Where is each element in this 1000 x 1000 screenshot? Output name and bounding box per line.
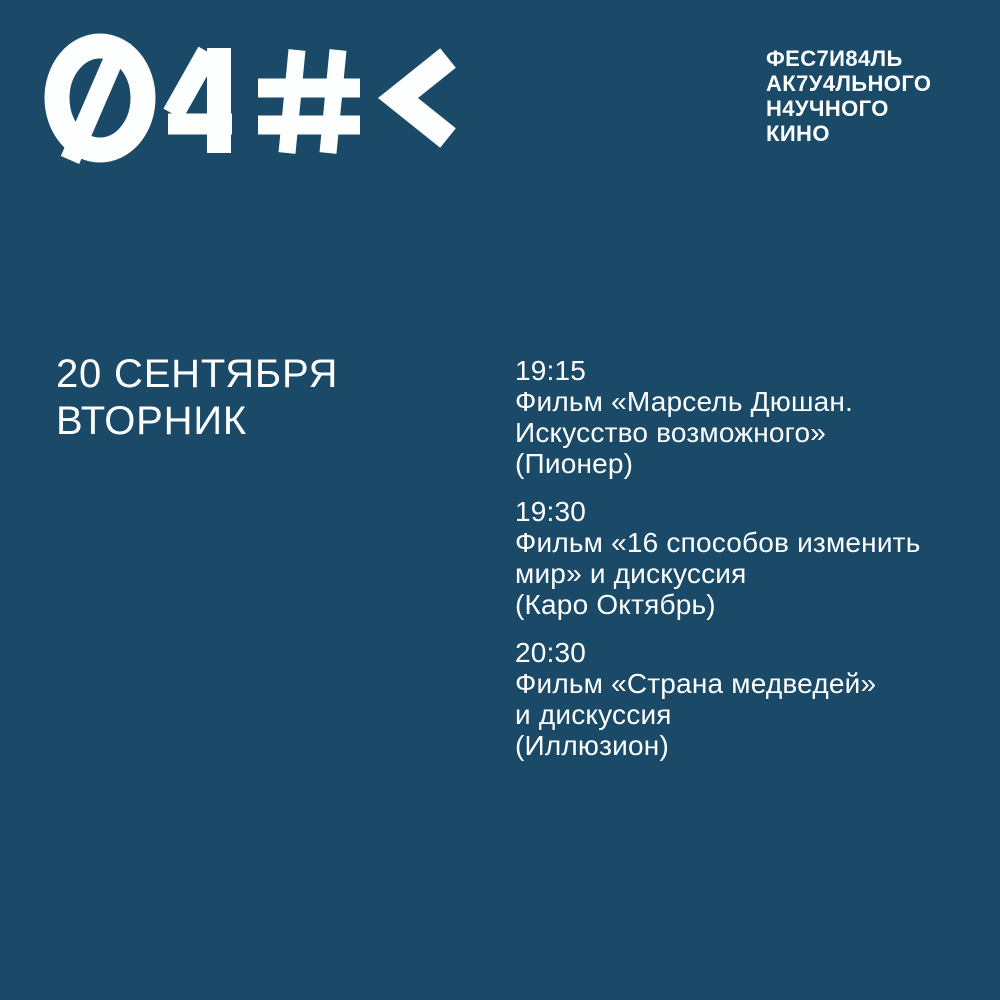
- event-venue: (Каро Октябрь): [515, 589, 716, 620]
- chevron-glyph: [398, 58, 448, 138]
- event-time: 19:30: [515, 496, 587, 527]
- schedule-event: [515, 355, 920, 479]
- event-title-line: Фильм «Марсель Дюшан.: [515, 386, 854, 417]
- event-time: 20:30: [515, 637, 587, 668]
- event-venue: (Иллюзион): [515, 730, 669, 761]
- event-title-line: мир» и дискуссия: [515, 558, 747, 589]
- wordmark-line: АК7У4ЛЬНОГО: [766, 71, 932, 96]
- event-time: 19:15: [515, 355, 587, 386]
- fanc-logo: [0, 0, 500, 190]
- event-title-line: Искусство возможного»: [515, 417, 826, 448]
- event-title-line: и дискуссия: [515, 699, 672, 730]
- date-day: 20 СЕНТЯБРЯ: [56, 352, 339, 396]
- event-title-line: Фильм «Страна медведей»: [515, 668, 877, 699]
- date-weekday: ВТОРНИК: [56, 399, 247, 443]
- wordmark-line: ФЕС7И84ЛЬ: [766, 46, 903, 71]
- event-venue: (Пионер): [515, 448, 634, 479]
- wordmark-line: КИНО: [766, 121, 830, 146]
- festival-wordmark: [766, 46, 931, 146]
- event-title-line: Фильм «16 способов изменить: [515, 527, 921, 558]
- phi-glyph: [57, 40, 143, 160]
- date-block: [56, 351, 338, 445]
- schedule-list: [515, 355, 920, 778]
- four-glyph: [168, 48, 232, 153]
- schedule-event: [515, 637, 920, 761]
- schedule-event: [515, 496, 920, 620]
- hash-glyph: [258, 50, 360, 153]
- wordmark-line: Н4УЧНОГО: [766, 96, 889, 121]
